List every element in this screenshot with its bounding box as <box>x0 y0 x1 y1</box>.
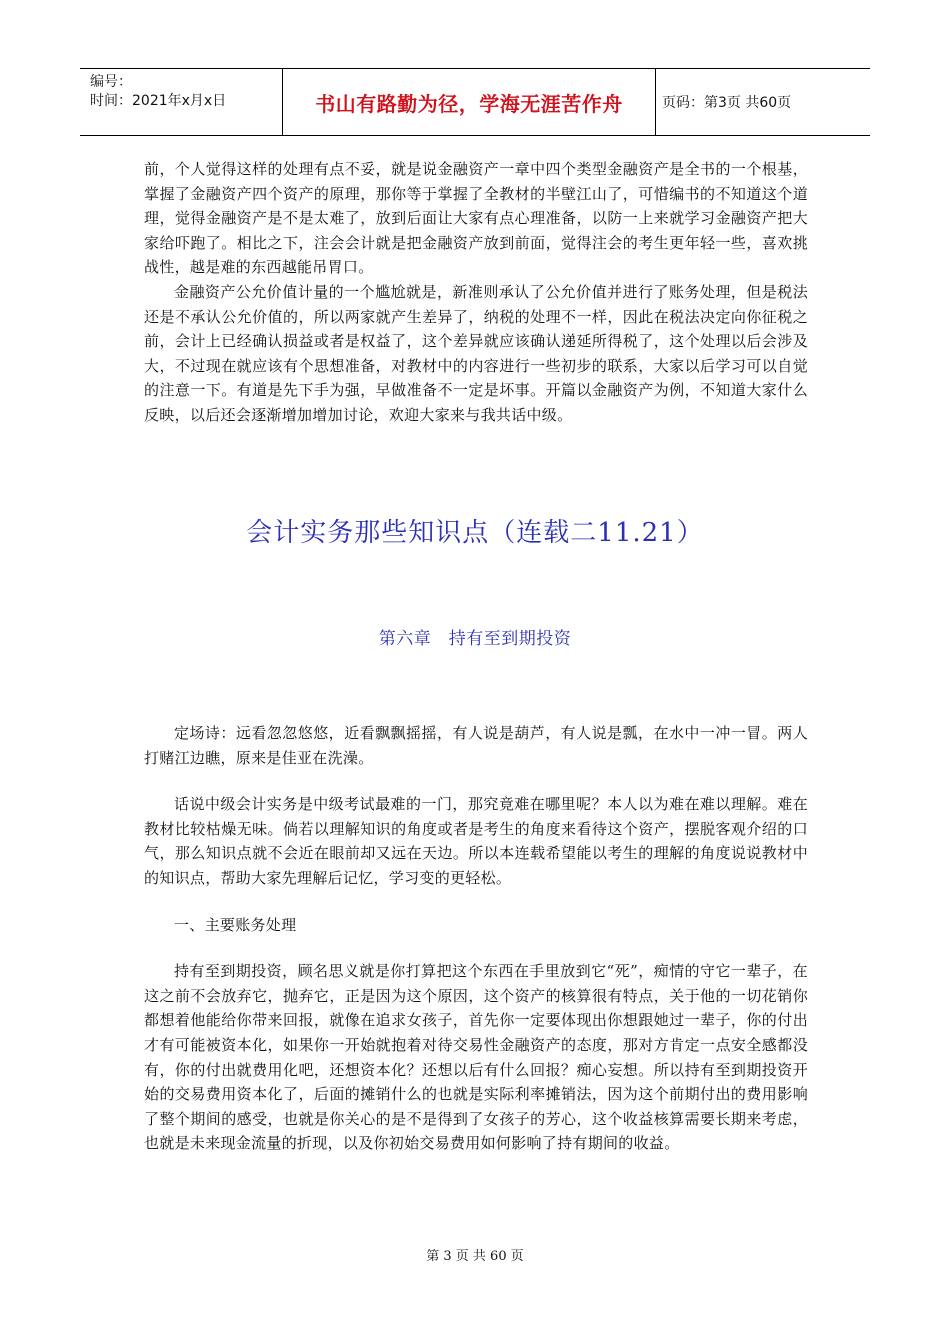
paragraph: 话说中级会计实务是中级考试最难的一门，那究竟难在哪里呢？本人以为难在难以理解。难在教材比较枯燥无味。倘若以理解知识的角度或者是考生的角度来看待这个资产，摆脱客观介绍的口气，那么知识点就不会近在眼前却又远在天边。所以本连载希望能以考生的理解的角度说说教材中的知识点，帮助大家先理解后记忆，学习变的更轻松。 <box>144 795 808 887</box>
paragraph: 金融资产公允价值计量的一个尴尬就是，新准则承认了公允价值并进行了账务处理，但是税法还是不承认公允价值的，所以两家就产生差异了，纳税的处理不一样，因此在税法决定向你征税之前，会计上已经确认损益或者是权益了，这个差异就应该确认递延所得税了，这个处理以后会涉及大，不过现在就应该有个思想准备，对教材中的内容进行一些初步的联系，大家以后学习可以自觉的注意一下。有道是先下手为强，早做准备不一定是坏事。开篇以金融资产为例，不知道大家什么反映，以后还会逐渐增加增加讨论，欢迎大家来与我共话中级。 <box>144 282 808 424</box>
page-info: 页码：第3页 共60页 <box>662 95 792 111</box>
page-footer: 第 3 页 共 60 页 <box>426 1249 524 1264</box>
paragraph: 定场诗：远看忽忽悠悠，近看飘飘摇摇，有人说是葫芦，有人说是瓢，在水中一冲一冒。两人打赌江边瞧，原来是佳亚在洗澡。 <box>144 724 808 767</box>
paragraph: 前，个人觉得这样的处理有点不妥，就是说金融资产一章中四个类型金融资产是全书的一个根基，掌握了金融资产四个资产的原理，那你等于掌握了全教材的半壁江山了，可惜编书的不知道这个道理，觉得金融资产是不是太难了，放到后面让大家有点心理准备，以防一上来就学习金融资产把大家给吓跑了。相比之下，注会会计就是把金融资产放到前面，觉得注会的考生更年轻一些，喜欢挑战性，越是难的东西越能吊胃口。 <box>144 160 808 277</box>
header-motto-cell <box>282 69 656 135</box>
header-page-info-cell <box>656 69 870 135</box>
number-label: 编号： <box>90 74 132 90</box>
page-header <box>80 68 870 136</box>
article-title: 会计实务那些知识点（连载二11.21） <box>246 518 704 548</box>
header-motto: 书山有路勤为径，学海无涯苦作舟 <box>315 91 623 116</box>
top-section <box>144 157 808 428</box>
paragraph: 持有至到期投资，顾名思义就是你打算把这个东西在手里放到它“死”，痴情的守它一辈子，在这之前不会放弃它，抛弃它，正是因为这个原因，这个资产的核算很有特点，关于他的一切花销你都想着他能给你带来回报，就像在追求女孩子，首先你一定要体现出你想跟她过一辈子，你的付出才有可能被资本化，如果你一开始就抱着对待交易性金融资产的态度，那对方肯定一点安全感都没有，你的付出就费用化吧，还想资本化？还想以后有什么回报？痴心妄想。所以持有至到期投资开始的交易费用资本化了，后面的摊销什么的也就是实际利率摊销法，因为这个前期付出的费用影响了整个期间的感受，也就是你关心的是不是得到了女孩子的芳心，这个收益核算需要长期来考虑，也就是未来现金流量的折现，以及你初始交易费用如何影响了持有期间的收益。 <box>144 962 808 1153</box>
bottom-section <box>144 721 808 1156</box>
time-label: 时间：2021年x月x日 <box>90 93 227 109</box>
header-meta <box>80 69 282 135</box>
chapter-title: 第六章 持有至到期投资 <box>378 629 572 649</box>
section-heading: 一、主要账务处理 <box>174 915 297 934</box>
